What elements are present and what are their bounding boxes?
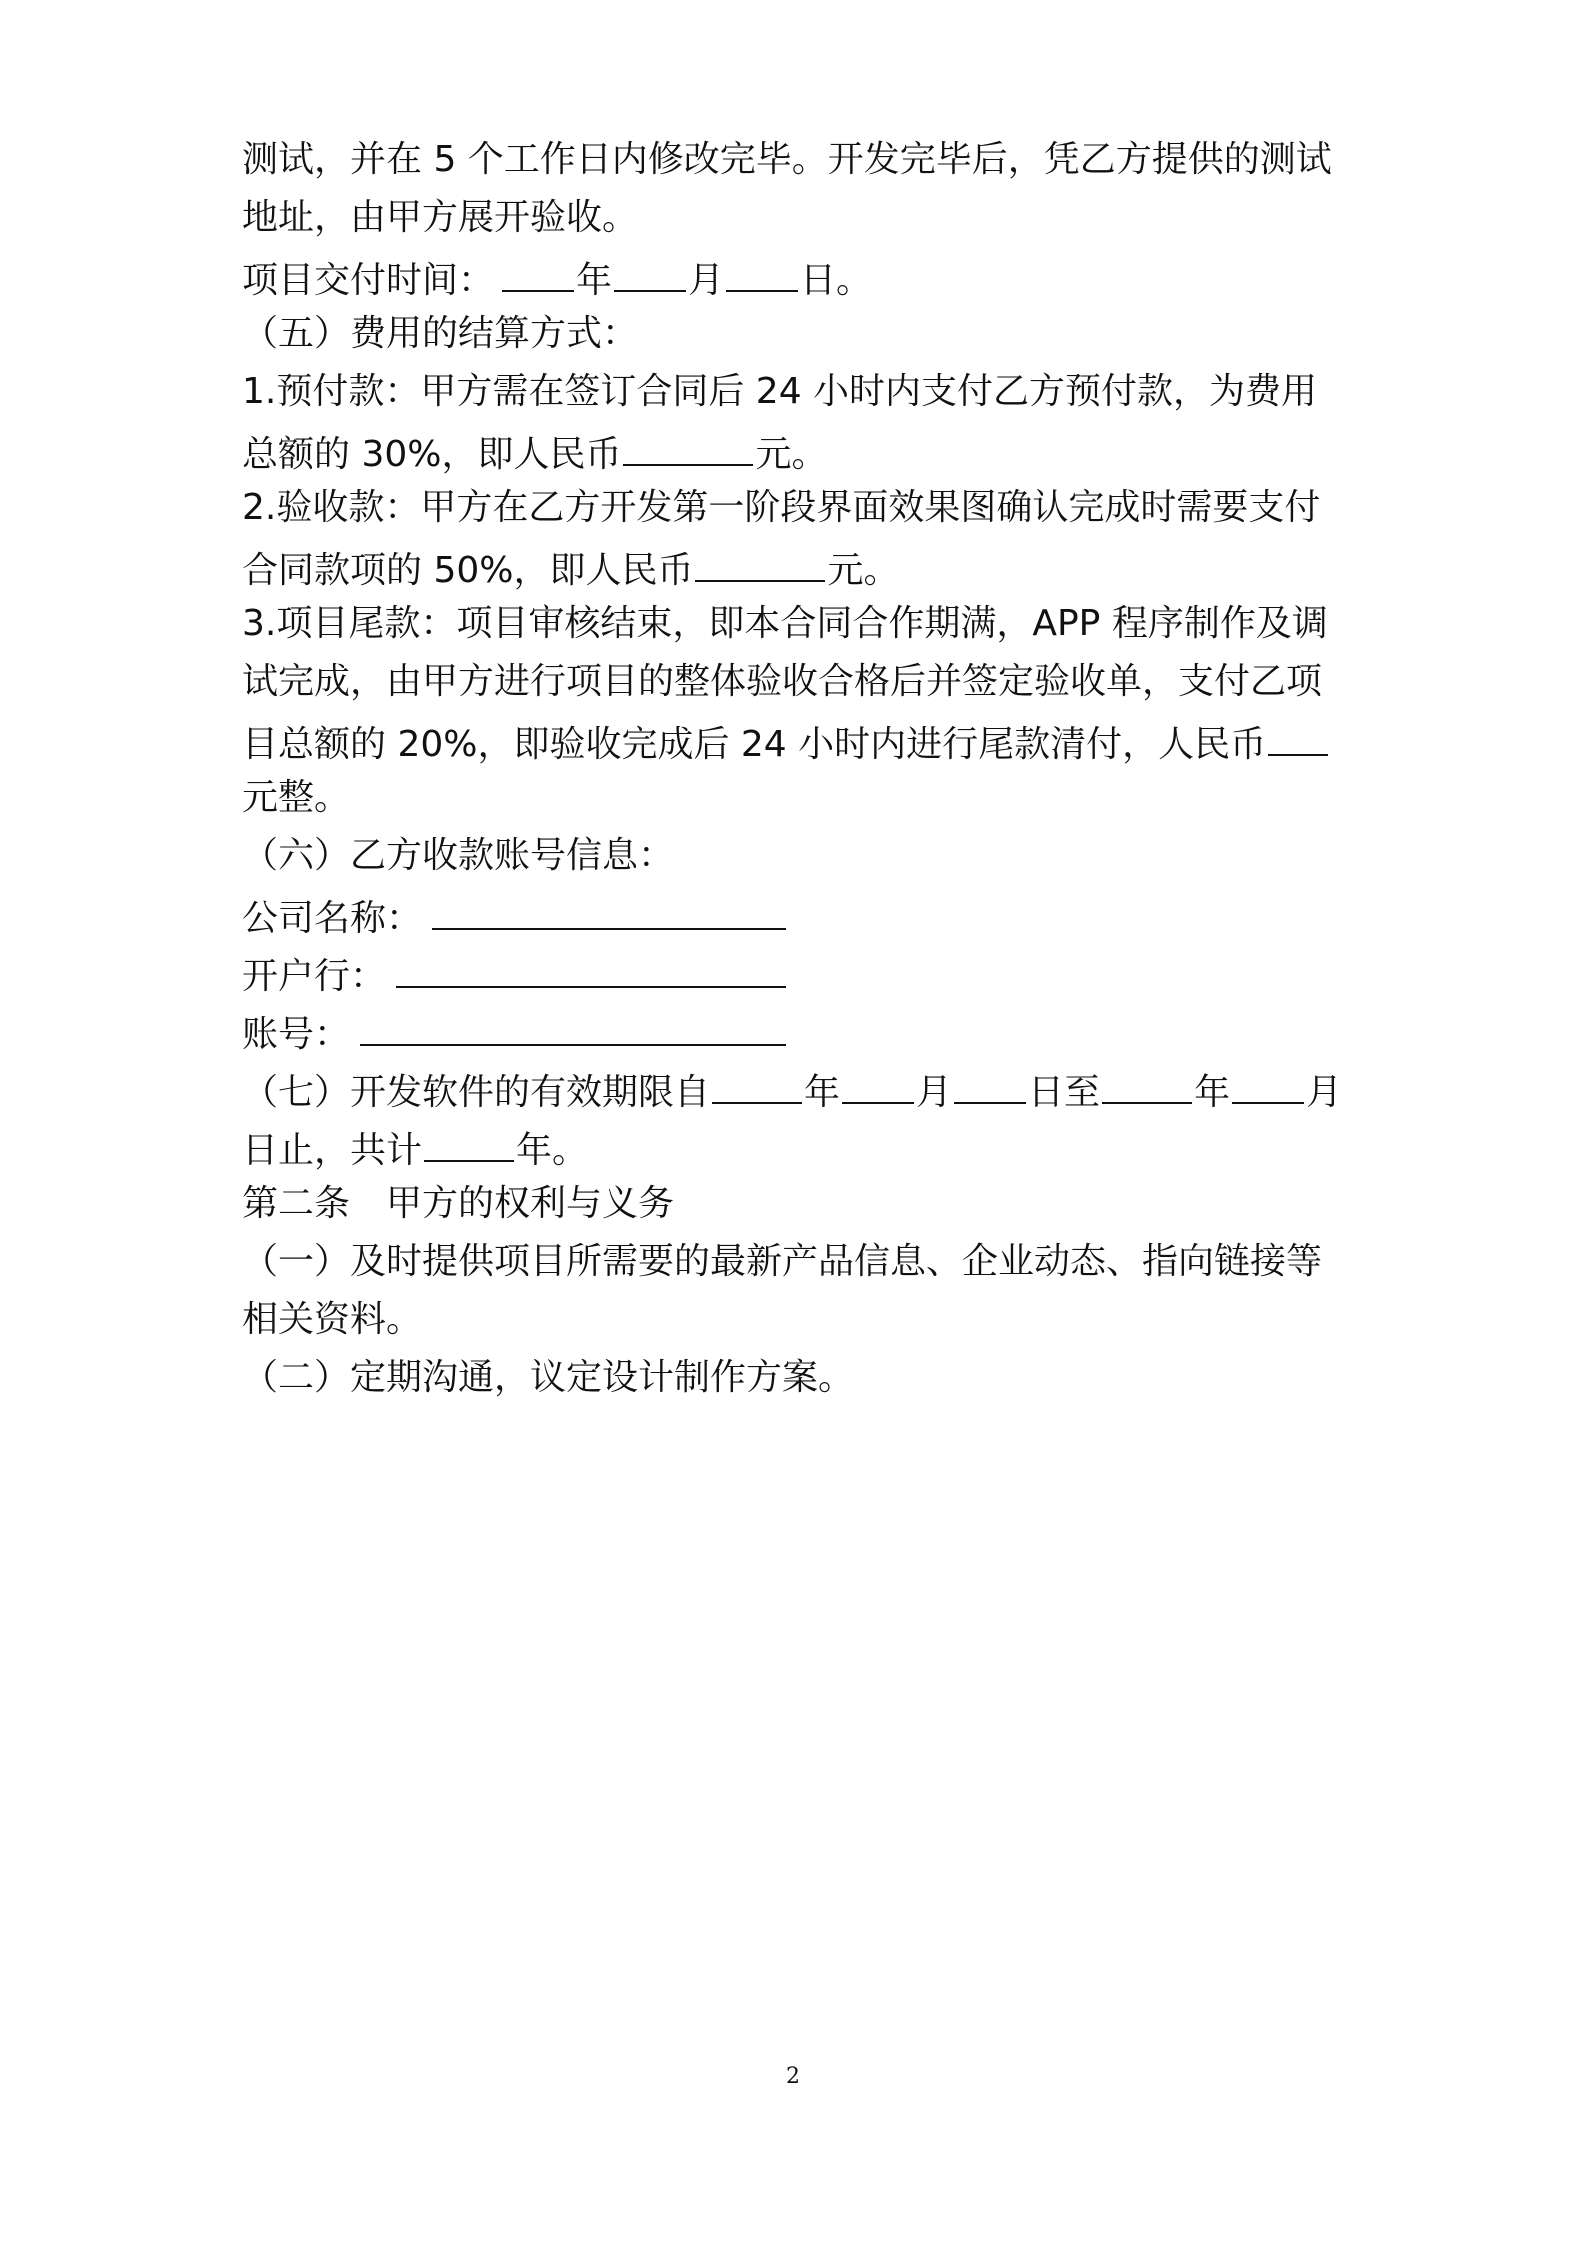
- final-payment-text-2: 试完成，由甲方进行项目的整体验收合格后并签定验收单，支付乙项: [242, 661, 1323, 702]
- line-2-text: 地址，由甲方展开验收。: [242, 197, 639, 238]
- delivery-day-blank: [726, 252, 798, 292]
- end-month-blank: [1232, 1064, 1304, 1104]
- month-unit: 月: [688, 260, 725, 301]
- delivery-time-label: 项目交付时间：: [242, 260, 495, 301]
- section-six-heading: [242, 832, 1362, 880]
- final-payment-text-4: 元整。: [242, 777, 351, 818]
- delivery-year-blank: [502, 252, 574, 292]
- bank-line: [242, 948, 1362, 996]
- total-years-blank: [424, 1122, 514, 1162]
- final-payment-text: 3.项目尾款：项目审核结束，即本合同合作期满，APP 程序制作及调: [242, 603, 1328, 644]
- final-payment-line-3: [242, 716, 1362, 764]
- section-six-text: （六）乙方收款账号信息：: [242, 835, 675, 876]
- page-number: 2: [786, 2064, 800, 2089]
- day-unit: 日。: [800, 260, 873, 301]
- year-unit: 年。: [516, 1130, 589, 1171]
- final-payment-line-4: [242, 774, 1362, 822]
- start-month-blank: [842, 1064, 914, 1104]
- acceptance-amount-line: [242, 542, 1362, 590]
- account-line: [242, 1006, 1362, 1054]
- article-two-text: 第二条 甲方的权利与义务: [242, 1183, 675, 1224]
- start-day-blank: [954, 1064, 1026, 1104]
- final-payment-line: [242, 600, 1362, 648]
- end-year-blank: [1102, 1064, 1192, 1104]
- final-payment-text-3: 目总额的 20%，即验收完成后 24 小时内进行尾款清付，人民币: [242, 724, 1267, 765]
- prepayment-amount-line: [242, 426, 1362, 474]
- delivery-time-line: [242, 252, 1362, 300]
- year-unit: 年: [804, 1072, 841, 1113]
- text-line-1: [242, 136, 1362, 184]
- company-name-line: [242, 890, 1362, 938]
- start-year-blank: [712, 1064, 802, 1104]
- prepayment-amount-blank: [623, 426, 753, 466]
- bank-label: 开户行：: [242, 956, 387, 997]
- clause-two-line: [242, 1354, 1362, 1402]
- clause-one-line: [242, 1238, 1362, 1286]
- bank-blank: [396, 948, 786, 988]
- acceptance-payment-line: [242, 484, 1362, 532]
- text-line-2: [242, 194, 1362, 242]
- section-five-text: （五）费用的结算方式：: [242, 313, 639, 354]
- acceptance-payment-text: 2.验收款：甲方在乙方开发第一阶段界面效果图确认完成时需要支付: [242, 487, 1321, 528]
- month-unit: 月: [1306, 1072, 1343, 1113]
- validity-period-line-2: [242, 1122, 1362, 1170]
- section-five-heading: [242, 310, 1362, 358]
- acceptance-amount-label: 合同款项的 50%，即人民币: [242, 550, 694, 591]
- year-unit: 年: [1194, 1072, 1231, 1113]
- article-two-heading: [242, 1180, 1362, 1228]
- prepayment-text: 1.预付款：甲方需在签订合同后 24 小时内支付乙方预付款，为费用: [242, 371, 1318, 412]
- account-label: 账号：: [242, 1014, 351, 1055]
- clause-two-text: （二）定期沟通，议定设计制作方案。: [242, 1357, 855, 1398]
- final-payment-amount-blank: [1268, 716, 1328, 756]
- account-blank: [360, 1006, 786, 1046]
- validity-period-line: [242, 1064, 1362, 1112]
- clause-one-text-2: 相关资料。: [242, 1299, 423, 1340]
- validity-end-label: 日止，共计: [242, 1130, 423, 1171]
- month-unit: 月: [916, 1072, 953, 1113]
- clause-one-line-2: [242, 1296, 1362, 1344]
- company-name-blank: [432, 890, 786, 930]
- year-unit: 年: [576, 260, 613, 301]
- prepayment-line: [242, 368, 1362, 416]
- acceptance-amount-blank: [695, 542, 825, 582]
- validity-period-label: （七）开发软件的有效期限自: [242, 1072, 711, 1113]
- prepayment-amount-label: 总额的 30%，即人民币: [242, 434, 622, 475]
- line-1-text: 测试，并在 5 个工作日内修改完毕。开发完毕后，凭乙方提供的测试: [242, 139, 1332, 180]
- delivery-month-blank: [614, 252, 686, 292]
- clause-one-text: （一）及时提供项目所需要的最新产品信息、企业动态、指向链接等: [242, 1241, 1323, 1282]
- currency-unit: 元。: [827, 550, 900, 591]
- company-name-label: 公司名称：: [242, 898, 423, 939]
- final-payment-line-2: [242, 658, 1362, 706]
- day-to-unit: 日至: [1028, 1072, 1101, 1113]
- currency-unit: 元。: [755, 434, 828, 475]
